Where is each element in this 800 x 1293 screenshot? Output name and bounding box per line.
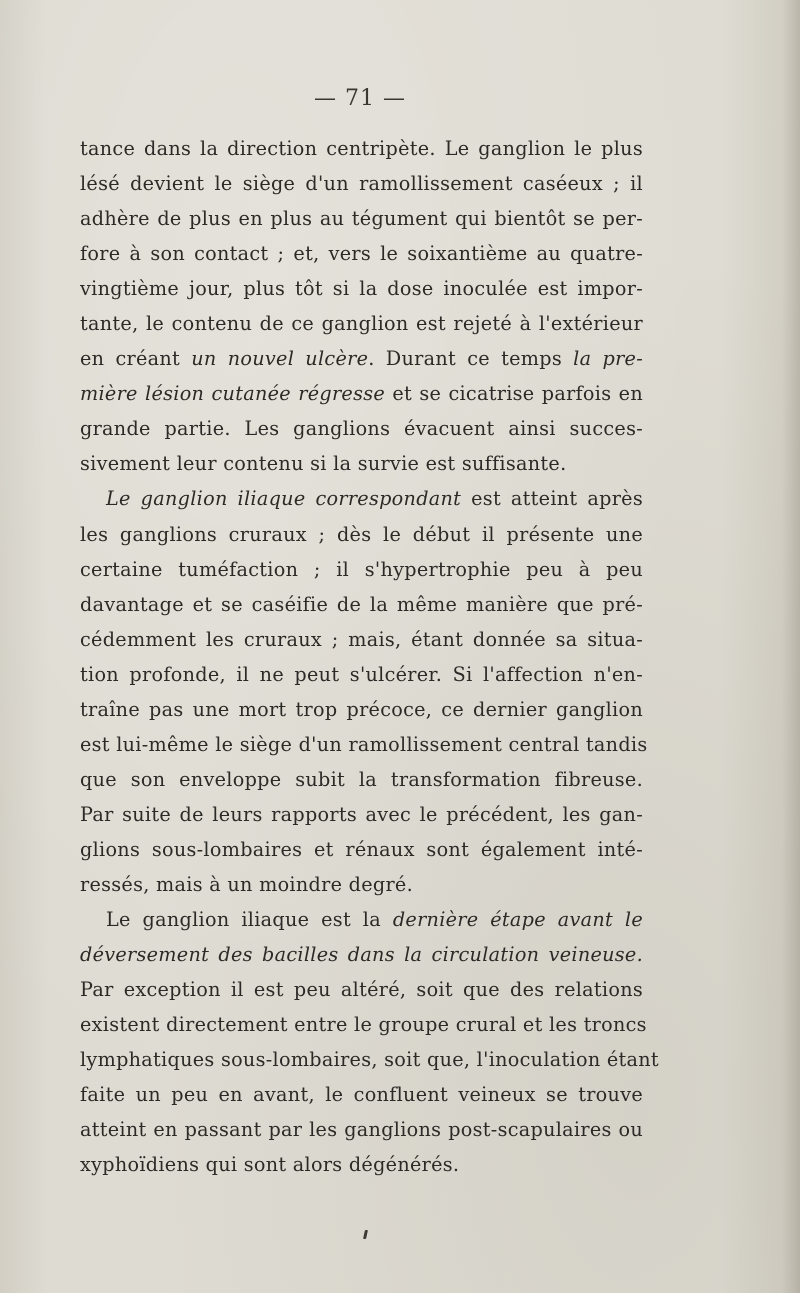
text-segment: Par exception il est peu altéré, soit que des relations (80, 978, 643, 1002)
text-segment: Par suite de leurs rapports avec le précédent, les gan- (80, 802, 643, 826)
text-line (80, 622, 643, 657)
text-line (80, 1112, 643, 1147)
text-line (80, 797, 643, 832)
text-segment: davantage et se caséifie de la même manière que pré- (80, 592, 643, 616)
text-line (80, 972, 643, 1007)
text-line (80, 692, 643, 727)
text-line (80, 481, 643, 516)
text-segment: tante, le contenu de ce ganglion est rejeté à l'extérieur (80, 312, 643, 336)
text-line (80, 902, 643, 937)
text-segment: traîne pas une mort trop précoce, ce dernier ganglion (80, 697, 643, 721)
text-line (80, 517, 643, 552)
text-segment: adhère de plus en plus au tégument qui bientôt se per- (80, 207, 643, 231)
text-line (80, 1007, 647, 1042)
text-line (80, 341, 643, 376)
text-line (80, 727, 648, 762)
text-line (80, 446, 643, 481)
text-line (80, 832, 643, 867)
text-segment: tion profonde, il ne peut s'ulcérer. Si l'affection n'en- (80, 662, 643, 686)
text-line (80, 552, 643, 587)
text-segment: et se cicatrise parfois en (385, 382, 643, 406)
text-line (80, 376, 643, 411)
text-segment: que son enveloppe subit la transformation fibreuse. (80, 767, 643, 791)
text-segment: Le ganglion iliaque est la (106, 908, 393, 932)
text-segment: en créant (80, 347, 192, 371)
italic-text: la pre- (573, 347, 643, 371)
page-edge-shadow (782, 0, 800, 1293)
text-line (80, 762, 643, 797)
text-segment: tance dans la direction centripète. Le ganglion le plus (80, 137, 643, 160)
text-segment: glions sous-lombaires et rénaux sont également inté- (80, 837, 643, 861)
page-number: — 71 — (314, 86, 406, 111)
text-line (80, 166, 643, 201)
text-line (80, 236, 643, 271)
text-segment: grande partie. Les ganglions évacuent ainsi succes- (80, 417, 643, 441)
text-line (80, 271, 643, 306)
italic-text: un nouvel ulcère (191, 347, 369, 371)
text-line (80, 1077, 643, 1112)
text-segment: ressés, mais à un moindre degré. (80, 872, 413, 896)
text-line (80, 1147, 643, 1182)
text-line (80, 587, 643, 622)
text-segment: lymphatiques sous-lombaires, soit que, l'inoculation étant (80, 1048, 659, 1072)
text-segment: atteint en passant par les ganglions post-scapulaires ou (80, 1118, 643, 1142)
text-segment: vingtième jour, plus tôt si la dose inoculée est impor- (80, 277, 643, 301)
italic-text: mière lésion cutanée régresse (80, 382, 386, 406)
text-segment: les ganglions cruraux ; dès le début il présente une (80, 522, 643, 546)
text-line (80, 867, 643, 902)
text-segment: certaine tuméfaction ; il s'hypertrophie peu à peu (80, 557, 643, 581)
ink-mark (363, 1230, 368, 1239)
body-text (80, 131, 659, 1182)
italic-text: déversement des bacilles dans la circulation veineuse. (80, 943, 643, 967)
text-segment: lésé devient le siège d'un ramollissement caséeux ; il (80, 172, 643, 196)
text-line (80, 937, 643, 972)
text-segment: . Durant ce temps (368, 347, 574, 371)
text-segment: sivement leur contenu si la survie est suffisante. (80, 452, 567, 476)
text-line (80, 411, 643, 446)
text-line (80, 1042, 659, 1077)
text-segment: est lui-même le siège d'un ramollissement central tandis (80, 732, 648, 756)
text-line (80, 306, 643, 341)
italic-text: Le ganglion iliaque correspondant (106, 487, 462, 511)
text-line (80, 131, 643, 166)
text-segment: est atteint après (461, 487, 643, 511)
text-line (80, 201, 643, 236)
text-segment: fore à son contact ; et, vers le soixantième au quatre- (80, 242, 643, 266)
italic-text: dernière étape avant le (392, 908, 643, 932)
text-line (80, 657, 643, 692)
text-segment: faite un peu en avant, le confluent veineux se trouve (80, 1083, 643, 1107)
text-segment: xyphoïdiens qui sont alors dégénérés. (80, 1153, 460, 1177)
text-segment: cédemment les cruraux ; mais, étant donnée sa situa- (80, 627, 643, 651)
text-segment: existent directement entre le groupe crural et les troncs (80, 1013, 647, 1037)
